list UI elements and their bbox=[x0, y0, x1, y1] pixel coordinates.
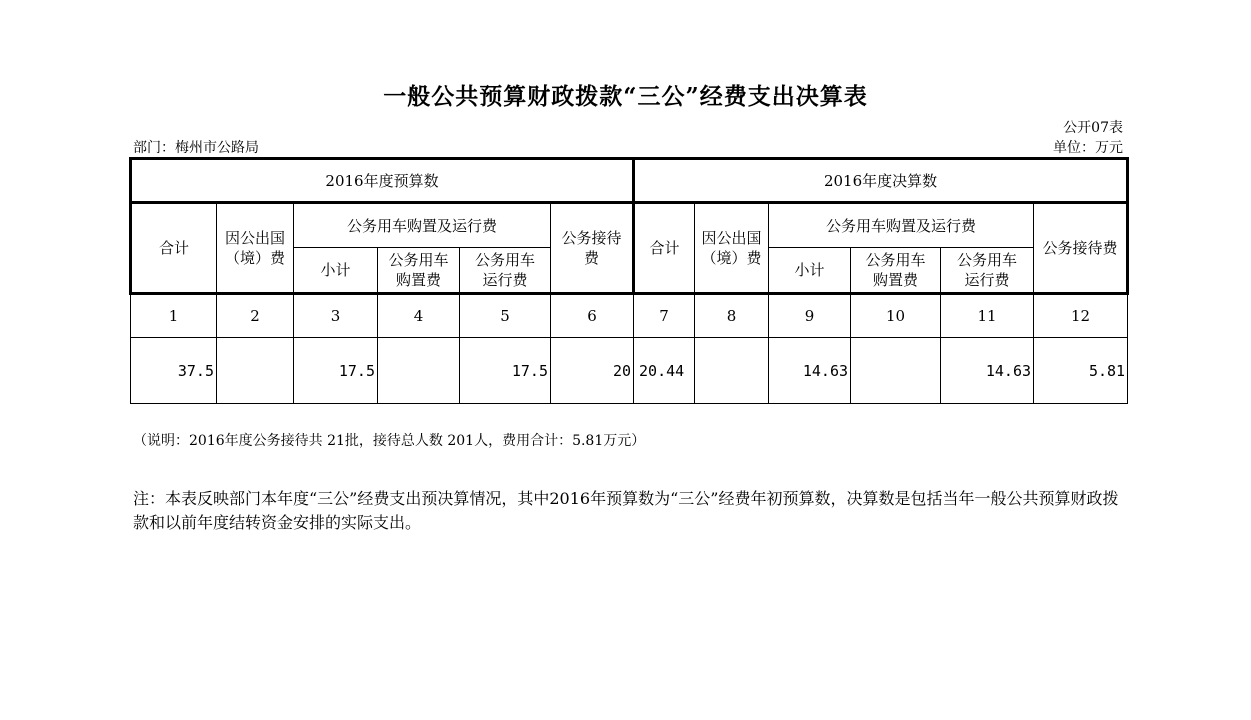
data-cell bbox=[378, 338, 460, 404]
budget-group-header: 2016年度预算数 bbox=[131, 159, 634, 203]
header-label-line2: （境）费 bbox=[224, 249, 285, 267]
header-label-line1: 公务接待 bbox=[561, 229, 622, 247]
data-cell: 14.63 bbox=[769, 338, 851, 404]
reception-note: （说明：2016年度公务接待共 21批，接待总人数 201人，费用合计：5.81万元） bbox=[133, 433, 646, 449]
index-cell: 2 bbox=[217, 294, 294, 338]
header-label-line1: 公务用车 bbox=[388, 251, 449, 269]
header-label-line2: 费 bbox=[584, 249, 600, 267]
index-cell: 6 bbox=[551, 294, 634, 338]
data-cell: 5.81 bbox=[1034, 338, 1128, 404]
header-label-line2: 购置费 bbox=[395, 271, 441, 289]
header-label-line1: 因公出国 bbox=[701, 229, 762, 247]
header-label-line1: 公务用车 bbox=[957, 251, 1018, 269]
index-cell: 7 bbox=[634, 294, 695, 338]
final-operation-header bbox=[941, 248, 1034, 294]
index-cell: 11 bbox=[941, 294, 1034, 338]
budget-vehicle-header: 公务用车购置及运行费 bbox=[294, 203, 551, 248]
final-abroad-header bbox=[695, 203, 769, 294]
footnote: 注：本表反映部门本年度“三公”经费支出预决算情况，其中2016年预算数为“三公”经费年初预算数，决算数是包括当年一般公共预算财政拨款和以前年度结转资金安排的实际支出。 bbox=[133, 489, 1119, 532]
header-label-line2: 运行费 bbox=[482, 271, 528, 289]
index-cell: 10 bbox=[851, 294, 941, 338]
header-label: 合计 bbox=[649, 239, 680, 257]
index-cell: 9 bbox=[769, 294, 851, 338]
header-label-line1: 公务用车 bbox=[474, 251, 535, 269]
data-cell: 20.44 bbox=[634, 338, 695, 404]
data-cell bbox=[217, 338, 294, 404]
budget-purchase-header bbox=[378, 248, 460, 294]
data-cell: 37.5 bbox=[131, 338, 217, 404]
final-purchase-header bbox=[851, 248, 941, 294]
budget-operation-header bbox=[460, 248, 551, 294]
data-row bbox=[131, 338, 1128, 404]
budget-subtotal-header: 小计 bbox=[294, 248, 378, 294]
final-subtotal-header: 小计 bbox=[769, 248, 851, 294]
data-cell: 20 bbox=[551, 338, 634, 404]
index-row bbox=[131, 294, 1128, 338]
index-cell: 12 bbox=[1034, 294, 1128, 338]
final-group-header: 2016年度决算数 bbox=[634, 159, 1128, 203]
department-label: 部门：梅州市公路局 bbox=[133, 140, 259, 156]
form-number: 公开07表 bbox=[1063, 120, 1123, 136]
final-vehicle-header: 公务用车购置及运行费 bbox=[769, 203, 1034, 248]
header-label-line2: 运行费 bbox=[964, 271, 1010, 289]
index-cell: 4 bbox=[378, 294, 460, 338]
header-label: 合计 bbox=[158, 239, 189, 257]
final-total-header bbox=[634, 203, 695, 294]
header-label-line1: 因公出国 bbox=[224, 229, 285, 247]
data-cell: 14.63 bbox=[941, 338, 1034, 404]
index-cell: 8 bbox=[695, 294, 769, 338]
budget-reception-header bbox=[551, 203, 634, 294]
budget-abroad-header bbox=[217, 203, 294, 294]
header-label-line2: 购置费 bbox=[873, 271, 919, 289]
header-label-line2: （境）费 bbox=[701, 249, 762, 267]
data-cell: 17.5 bbox=[294, 338, 378, 404]
final-reception-header: 公务接待费 bbox=[1034, 203, 1128, 294]
expenditure-table bbox=[129, 157, 1129, 404]
page-title: 一般公共预算财政拨款“三公”经费支出决算表 bbox=[383, 83, 868, 110]
index-cell: 5 bbox=[460, 294, 551, 338]
unit-label: 单位：万元 bbox=[1053, 140, 1123, 156]
data-cell bbox=[695, 338, 769, 404]
data-cell: 17.5 bbox=[460, 338, 551, 404]
header-label-line1: 公务用车 bbox=[865, 251, 926, 269]
index-cell: 1 bbox=[131, 294, 217, 338]
data-cell bbox=[851, 338, 941, 404]
budget-total-header bbox=[131, 203, 217, 294]
index-cell: 3 bbox=[294, 294, 378, 338]
